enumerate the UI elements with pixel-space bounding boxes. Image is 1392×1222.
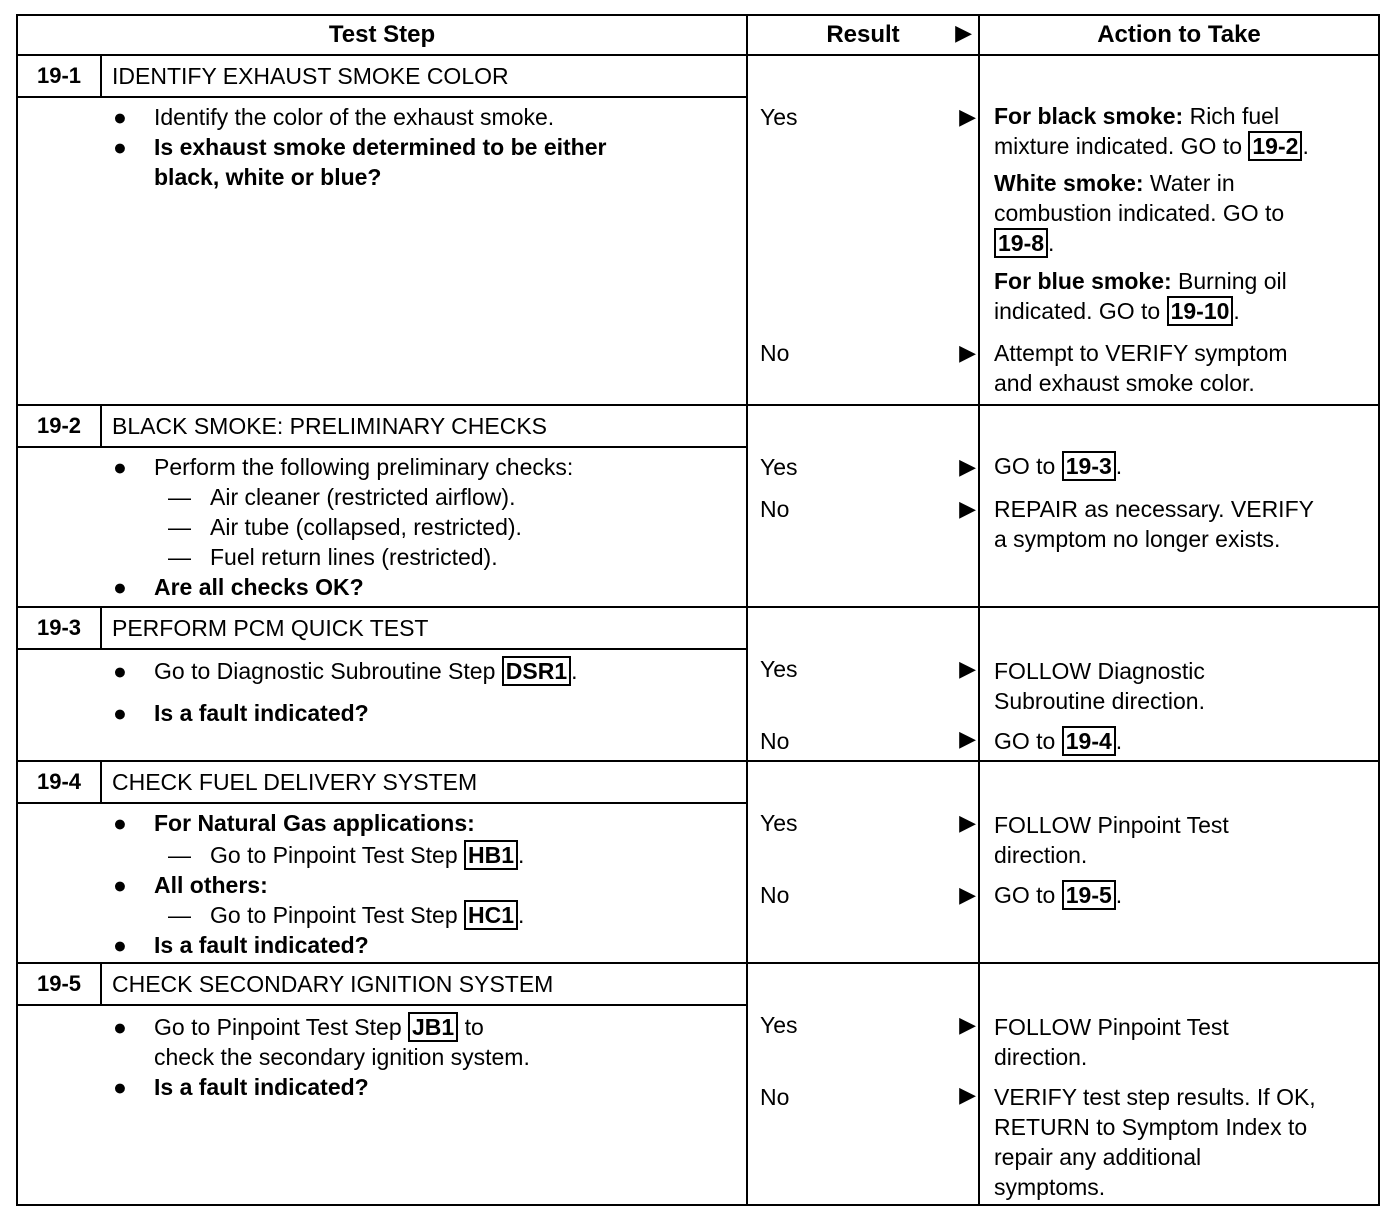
- action-text: mixture indicated. GO to: [994, 133, 1249, 159]
- dash-icon: —: [168, 902, 191, 928]
- action-text: VERIFY test step results. If OK,: [994, 1084, 1316, 1110]
- action-text: repair any additional: [994, 1144, 1202, 1170]
- action-text: direction.: [994, 1044, 1088, 1070]
- bullet-icon: ●: [113, 1014, 127, 1040]
- step-19-3-title-row: [17, 607, 1379, 649]
- action-text: FOLLOW Pinpoint Test: [994, 812, 1229, 838]
- step-title: CHECK SECONDARY IGNITION SYSTEM: [101, 963, 747, 1005]
- bullet-text: black, white or blue?: [154, 164, 382, 190]
- action-yes: [994, 1012, 1368, 1072]
- step-19-2-action: [979, 405, 1379, 607]
- arrow-icon: ▶: [959, 656, 976, 681]
- action-text: REPAIR as necessary. VERIFY: [994, 496, 1314, 522]
- step-number: 19-5: [17, 963, 101, 1005]
- action-text: FOLLOW Diagnostic: [994, 658, 1205, 684]
- dash-text: Go to Pinpoint Test Step HB1 .: [210, 842, 525, 868]
- bullet-text: Are all checks OK?: [154, 574, 364, 600]
- dash-icon: —: [168, 514, 191, 540]
- step-19-1-title-row: [17, 55, 1379, 97]
- arrow-icon: ▶: [959, 454, 976, 479]
- action-text: Attempt to VERIFY symptom: [994, 340, 1288, 366]
- result-no: No: [760, 1084, 790, 1110]
- action-black-smoke: For black smoke: Rich fuel mixture indicated. GO to 19-2 .: [994, 103, 1309, 159]
- step-ref-box: 19-3: [1062, 451, 1116, 481]
- bullet-icon: ●: [113, 700, 127, 726]
- header-test-step: Test Step: [17, 15, 747, 55]
- dash-icon: —: [168, 842, 191, 868]
- result-yes: Yes: [760, 810, 798, 836]
- action-label: For blue smoke:: [994, 268, 1172, 294]
- step-ref-box: HB1: [464, 840, 518, 870]
- bullet-icon: ●: [113, 1074, 127, 1100]
- header-result-label: Result: [826, 21, 900, 48]
- bullet-icon: ●: [113, 872, 127, 898]
- step-ref-box: HC1: [464, 900, 518, 930]
- result-no: No: [760, 340, 790, 366]
- action-yes: GO to 19-3 .: [994, 453, 1123, 479]
- step-number: 19-2: [17, 405, 101, 447]
- result-no: No: [760, 496, 790, 522]
- step-ref-box: JB1: [408, 1012, 458, 1042]
- dash-icon: —: [168, 484, 191, 510]
- step-ref-box: DSR1: [502, 656, 571, 686]
- result-yes: Yes: [760, 454, 798, 480]
- diagnostic-table-sheet: [16, 14, 1378, 1206]
- action-blue-smoke: For blue smoke: Burning oil indicated. GO to 19-10 .: [994, 268, 1287, 324]
- action-text: Rich fuel: [1183, 103, 1280, 129]
- action-no: [994, 338, 1368, 398]
- step-19-2-title-row: [17, 405, 1379, 447]
- step-19-3-body: [17, 649, 747, 761]
- action-text: indicated. GO to: [994, 298, 1167, 324]
- action-text: symptoms.: [994, 1174, 1106, 1200]
- bullet-icon: ●: [113, 658, 127, 684]
- action-yes: [994, 810, 1368, 870]
- arrow-icon: ▶: [959, 1082, 976, 1107]
- step-ref-box: 19-10: [1167, 296, 1234, 326]
- bullet-text: Is a fault indicated?: [154, 1074, 369, 1100]
- action-text: direction.: [994, 842, 1088, 868]
- arrow-icon: ▶: [959, 882, 976, 907]
- bullet-text: [154, 1012, 484, 1042]
- step-19-5-action: [979, 963, 1379, 1205]
- step-19-1-result: [747, 55, 979, 405]
- bullet-icon: ●: [113, 104, 127, 130]
- arrow-icon: ▶: [959, 810, 976, 835]
- step-title: BLACK SMOKE: PRELIMINARY CHECKS: [101, 405, 747, 447]
- step-title: CHECK FUEL DELIVERY SYSTEM: [101, 761, 747, 803]
- step-19-3-action: [979, 607, 1379, 761]
- dash-text-part: Go to Pinpoint Test Step: [210, 902, 465, 928]
- bullet-icon: ●: [113, 454, 127, 480]
- action-text: Water in: [1143, 170, 1235, 196]
- step-19-1-action: [979, 55, 1379, 405]
- bullet-icon: ●: [113, 932, 127, 958]
- action-no: GO to 19-4 .: [994, 728, 1123, 754]
- action-text: GO to: [994, 453, 1062, 479]
- header-row: [17, 15, 1379, 55]
- step-title: IDENTIFY EXHAUST SMOKE COLOR: [101, 55, 747, 97]
- bullet-text: For Natural Gas applications:: [154, 810, 475, 836]
- bullet-text: Identify the color of the exhaust smoke.: [154, 104, 555, 130]
- step-19-4-result: [747, 761, 979, 963]
- step-ref-box: 19-5: [1062, 880, 1116, 910]
- action-no: [994, 1082, 1368, 1202]
- action-no: GO to 19-5 .: [994, 882, 1123, 908]
- step-number: 19-1: [17, 55, 101, 97]
- step-19-3-result: [747, 607, 979, 761]
- step-19-2-result: [747, 405, 979, 607]
- action-text: RETURN to Symptom Index to: [994, 1114, 1308, 1140]
- dash-text: Air tube (collapsed, restricted).: [210, 514, 522, 540]
- dash-icon: —: [168, 544, 191, 570]
- result-no: No: [760, 882, 790, 908]
- step-title: PERFORM PCM QUICK TEST: [101, 607, 747, 649]
- arrow-icon: ▶: [959, 104, 976, 129]
- action-text: GO to: [994, 728, 1062, 754]
- arrow-icon: ▶: [959, 496, 976, 521]
- step-19-4-action: [979, 761, 1379, 963]
- action-white-smoke: White smoke: Water in combustion indicated. GO to 19-8 .: [994, 170, 1285, 256]
- step-19-2-body: [17, 447, 747, 607]
- step-19-4-title-row: [17, 761, 1379, 803]
- step-19-5-body: [17, 1005, 747, 1205]
- action-no: [994, 494, 1368, 554]
- bullet-text: All others:: [154, 872, 268, 898]
- bullet-icon: ●: [113, 810, 127, 836]
- result-yes: Yes: [760, 1012, 798, 1038]
- step-19-1-body: [17, 97, 747, 405]
- action-text: Burning oil: [1171, 268, 1287, 294]
- action-yes: [994, 656, 1368, 716]
- arrow-icon: ▶: [959, 726, 976, 751]
- bullet-text: Is a fault indicated?: [154, 932, 369, 958]
- step-number: 19-4: [17, 761, 101, 803]
- header-arrow-icon: ▶: [955, 20, 972, 45]
- dash-text-part: Go to Pinpoint Test Step: [210, 842, 465, 868]
- bullet-text-part: Go to Pinpoint Test Step: [154, 1014, 409, 1040]
- bullet-text-part: to: [458, 1014, 484, 1040]
- bullet-text: Perform the following preliminary checks:: [154, 454, 574, 480]
- arrow-icon: ▶: [959, 1012, 976, 1037]
- bullet-text: Is exhaust smoke determined to be either: [154, 134, 607, 160]
- action-label: For black smoke:: [994, 103, 1184, 129]
- bullet-text: check the secondary ignition system.: [154, 1044, 530, 1070]
- bullet-text-part: Go to Diagnostic Subroutine Step: [154, 658, 502, 684]
- dash-text: Air cleaner (restricted airflow).: [210, 484, 516, 510]
- bullet-text: Go to Diagnostic Subroutine Step DSR1 .: [154, 658, 578, 684]
- header-result: [747, 15, 979, 55]
- action-text: combustion indicated. GO to: [994, 200, 1285, 226]
- action-text: GO to: [994, 882, 1062, 908]
- step-19-5-result: [747, 963, 979, 1205]
- action-text: and exhaust smoke color.: [994, 370, 1255, 396]
- step-19-4-body: [17, 803, 747, 963]
- diagnostic-table: [16, 14, 1380, 1206]
- bullet-icon: ●: [113, 134, 127, 160]
- result-yes: Yes: [760, 656, 798, 682]
- dash-text: Fuel return lines (restricted).: [210, 544, 498, 570]
- bullet-icon: ●: [113, 574, 127, 600]
- action-label: White smoke:: [994, 170, 1144, 196]
- dash-text: Go to Pinpoint Test Step HC1 .: [210, 902, 525, 928]
- action-text: FOLLOW Pinpoint Test: [994, 1014, 1229, 1040]
- step-ref-box: 19-2: [1248, 131, 1302, 161]
- result-no: No: [760, 728, 790, 754]
- action-text: Subroutine direction.: [994, 688, 1205, 714]
- step-ref-box: 19-4: [1062, 726, 1116, 756]
- step-19-5-title-row: [17, 963, 1379, 1005]
- action-text: a symptom no longer exists.: [994, 526, 1281, 552]
- bullet-text: Is a fault indicated?: [154, 700, 369, 726]
- arrow-icon: ▶: [959, 340, 976, 365]
- result-yes: Yes: [760, 104, 798, 130]
- header-action: Action to Take: [979, 15, 1379, 55]
- step-number: 19-3: [17, 607, 101, 649]
- step-ref-box: 19-8: [994, 228, 1048, 258]
